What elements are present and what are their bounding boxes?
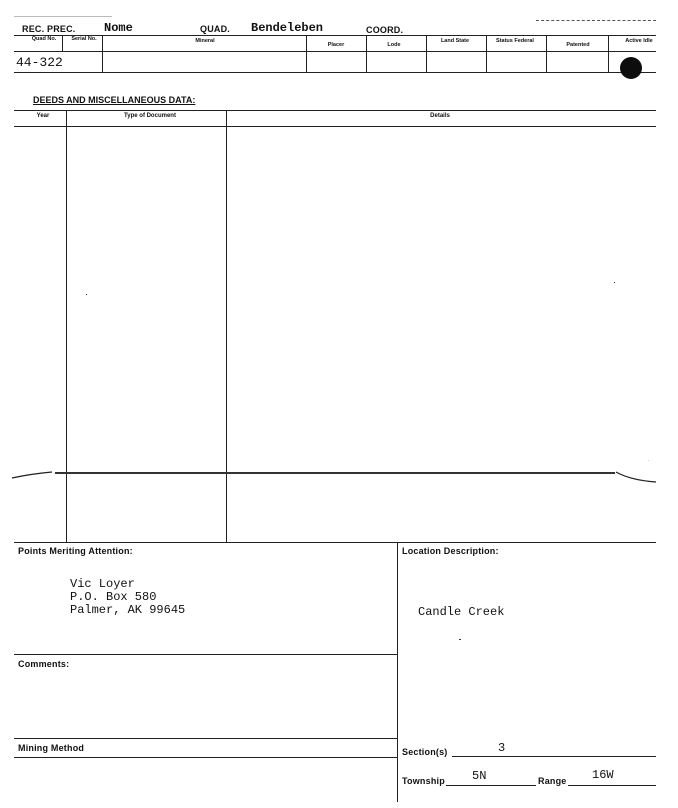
comments-top bbox=[14, 654, 397, 655]
quad-value: Bendeleben bbox=[251, 21, 324, 35]
top-table-vline bbox=[306, 35, 307, 72]
rec-prec-value: Nome bbox=[104, 21, 133, 35]
lower-section-divider bbox=[397, 542, 398, 802]
mining-method-top bbox=[14, 738, 397, 739]
coord-label: COORD. bbox=[366, 25, 404, 35]
deeds-header-divider bbox=[14, 126, 656, 127]
top-table-border-top bbox=[14, 35, 656, 36]
speck bbox=[459, 639, 461, 640]
location-value: Candle Creek bbox=[418, 605, 505, 619]
fold-curl-marks bbox=[0, 460, 678, 500]
range-line bbox=[568, 785, 656, 786]
top-table-vline bbox=[426, 35, 427, 72]
points-line: P.O. Box 580 bbox=[70, 590, 157, 604]
col-patented: Patented bbox=[566, 42, 590, 48]
top-table-vline bbox=[486, 35, 487, 72]
col-serial-no: Serial No. bbox=[71, 36, 97, 42]
col-lode: Lode bbox=[387, 42, 401, 48]
mining-method-label: Mining Method bbox=[18, 743, 85, 753]
points-text bbox=[70, 578, 185, 617]
lower-section-top bbox=[14, 542, 656, 543]
township-value: 5N bbox=[472, 769, 487, 783]
points-label: Points Meriting Attention: bbox=[18, 546, 133, 556]
speck bbox=[614, 282, 615, 283]
speck bbox=[86, 294, 87, 295]
col-details: Details bbox=[430, 113, 450, 119]
township-line bbox=[446, 785, 536, 786]
header-faint-line bbox=[14, 16, 112, 17]
top-table-vline bbox=[62, 35, 63, 52]
township-label: Township bbox=[402, 776, 445, 786]
col-land-state: Land State bbox=[440, 38, 470, 44]
deeds-border-top bbox=[14, 110, 656, 111]
top-table-vline bbox=[366, 35, 367, 72]
comments-label: Comments: bbox=[18, 659, 70, 669]
points-line: Palmer, AK 99645 bbox=[70, 603, 186, 617]
col-year: Year bbox=[36, 113, 50, 119]
top-table-border-bottom bbox=[14, 72, 656, 73]
col-document-type: Type of Document bbox=[124, 113, 176, 119]
col-status-federal: Status Federal bbox=[496, 38, 534, 44]
col-active-idle: Active Idle bbox=[625, 38, 653, 44]
quad-no-value: 44-322 bbox=[16, 55, 63, 70]
section-label: Section(s) bbox=[402, 747, 448, 757]
location-label: Location Description: bbox=[402, 546, 499, 556]
top-table-vline bbox=[608, 35, 609, 72]
col-quad-no: Quad No. bbox=[31, 36, 57, 42]
range-label: Range bbox=[538, 776, 567, 786]
top-table-header-divider bbox=[14, 51, 656, 52]
top-table-vline bbox=[102, 35, 103, 72]
header-faint-dash bbox=[536, 20, 656, 21]
active-status-dot bbox=[620, 57, 642, 79]
deeds-title: DEEDS AND MISCELLANEOUS DATA: bbox=[33, 95, 196, 105]
col-mineral: Mineral bbox=[195, 38, 215, 44]
section-line bbox=[452, 756, 656, 757]
col-placer: Placer bbox=[327, 42, 345, 48]
rec-prec-label: REC. PREC. bbox=[22, 24, 76, 34]
section-value: 3 bbox=[498, 741, 506, 755]
range-value: 16W bbox=[592, 768, 614, 782]
points-line: Vic Loyer bbox=[70, 577, 135, 591]
quad-label: QUAD. bbox=[200, 24, 230, 34]
top-table-vline bbox=[546, 35, 547, 72]
mining-method-line bbox=[14, 757, 397, 758]
